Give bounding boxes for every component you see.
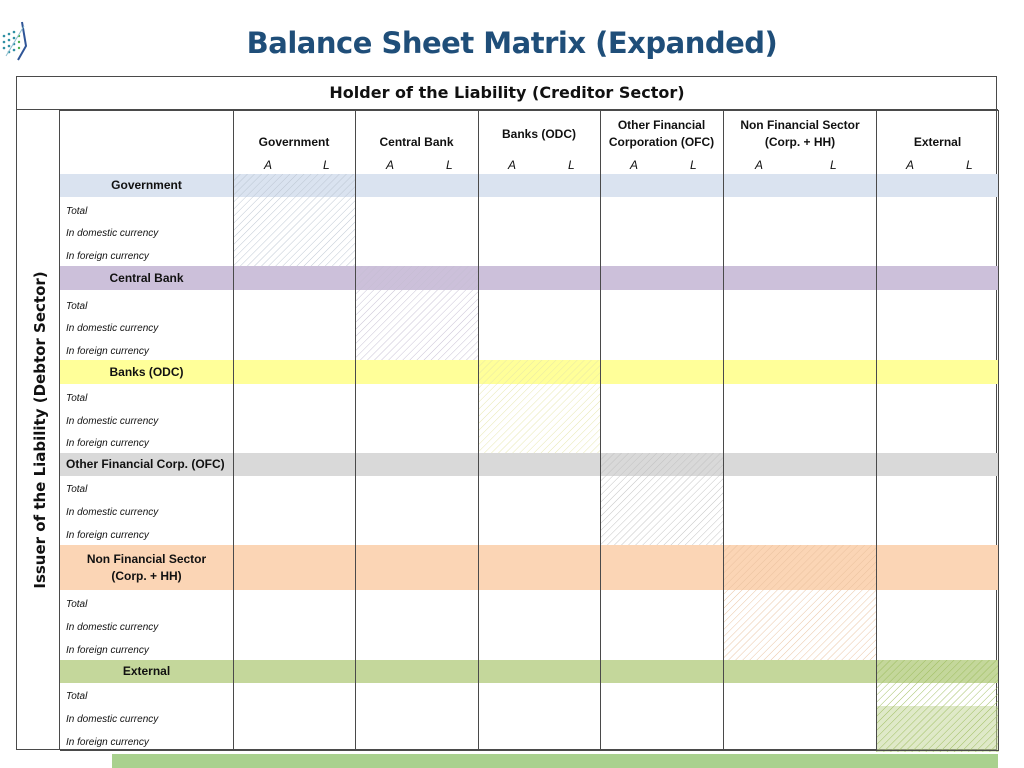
column-header-5: External <box>913 134 962 149</box>
sub-row-4-0: Total <box>66 599 88 610</box>
asset-label-2: A <box>508 158 517 172</box>
liability-label-0: L <box>323 158 330 172</box>
diagonal-hatch-1 <box>355 266 478 360</box>
asset-label-5: A <box>906 158 915 172</box>
column-header-3: Other Financial Corporation (OFC) <box>608 118 715 149</box>
diagonal-hatch-5 <box>876 660 999 752</box>
diagonal-hatch-2 <box>478 360 600 453</box>
row-label-0: Government <box>111 178 182 192</box>
sub-row-5-2: In foreign currency <box>66 737 149 748</box>
row-label-1: Central Bank <box>109 270 184 285</box>
liability-label-5: L <box>966 158 973 172</box>
grid-line-1 <box>355 110 356 751</box>
liability-label-2: L <box>568 158 575 172</box>
grid-bottom-line <box>60 750 999 751</box>
liability-label-3: L <box>690 158 697 172</box>
sub-row-3-1: In domestic currency <box>66 507 159 518</box>
grid-line-6 <box>998 110 999 751</box>
sub-row-0-1: In domestic currency <box>66 228 159 239</box>
row-label-2: Banks (ODC) <box>109 364 184 379</box>
asset-label-4: A <box>755 158 764 172</box>
bottom-bar <box>112 754 998 768</box>
page-title: Balance Sheet Matrix (Expanded) <box>246 26 778 60</box>
row-label-4: Non Financial Sector (Corp. + HH) <box>86 551 207 583</box>
grid-top-line <box>60 110 999 111</box>
diagonal-hatch-0 <box>233 174 355 267</box>
grid-line-4 <box>723 110 724 751</box>
sub-row-1-2: In foreign currency <box>66 346 149 357</box>
asset-label-1: A <box>386 158 395 172</box>
column-header-2: Banks (ODC) <box>501 126 576 141</box>
issuer-title: Issuer of the Liability (Debtor Sector) <box>31 271 49 589</box>
sub-row-3-0: Total <box>66 484 88 495</box>
column-header-1: Central Bank <box>379 134 454 149</box>
grid-line-5 <box>876 110 877 751</box>
liability-label-4: L <box>830 158 837 172</box>
balance-sheet-grid <box>60 110 999 751</box>
grid-line-2 <box>478 110 479 751</box>
sub-row-3-2: In foreign currency <box>66 530 149 541</box>
sub-row-4-2: In foreign currency <box>66 645 149 656</box>
sub-row-0-2: In foreign currency <box>66 251 149 262</box>
column-header-4: Non Financial Sector (Corp. + HH) <box>740 118 860 149</box>
sub-row-5-0: Total <box>66 691 88 702</box>
diagonal-hatch-3 <box>600 453 723 545</box>
sub-row-2-2: In foreign currency <box>66 438 149 449</box>
sub-row-4-1: In domestic currency <box>66 622 159 633</box>
sub-row-1-1: In domestic currency <box>66 323 159 334</box>
asset-label-0: A <box>264 158 273 172</box>
sub-row-2-0: Total <box>66 393 88 404</box>
grid-line-3 <box>600 110 601 751</box>
sub-row-5-1: In domestic currency <box>66 714 159 725</box>
row-label-3: Other Financial Corp. (OFC) <box>66 457 225 471</box>
diagonal-hatch-4 <box>723 545 876 660</box>
grid-line-0 <box>233 110 234 751</box>
column-header-0: Government <box>258 134 330 149</box>
sub-row-0-0: Total <box>66 206 88 217</box>
liability-label-1: L <box>446 158 453 172</box>
sub-row-1-0: Total <box>66 301 88 312</box>
asset-label-3: A <box>630 158 639 172</box>
row-label-5: External <box>122 664 171 678</box>
sub-row-2-1: In domestic currency <box>66 416 159 427</box>
holder-title: Holder of the Liability (Creditor Sector) <box>16 76 998 110</box>
